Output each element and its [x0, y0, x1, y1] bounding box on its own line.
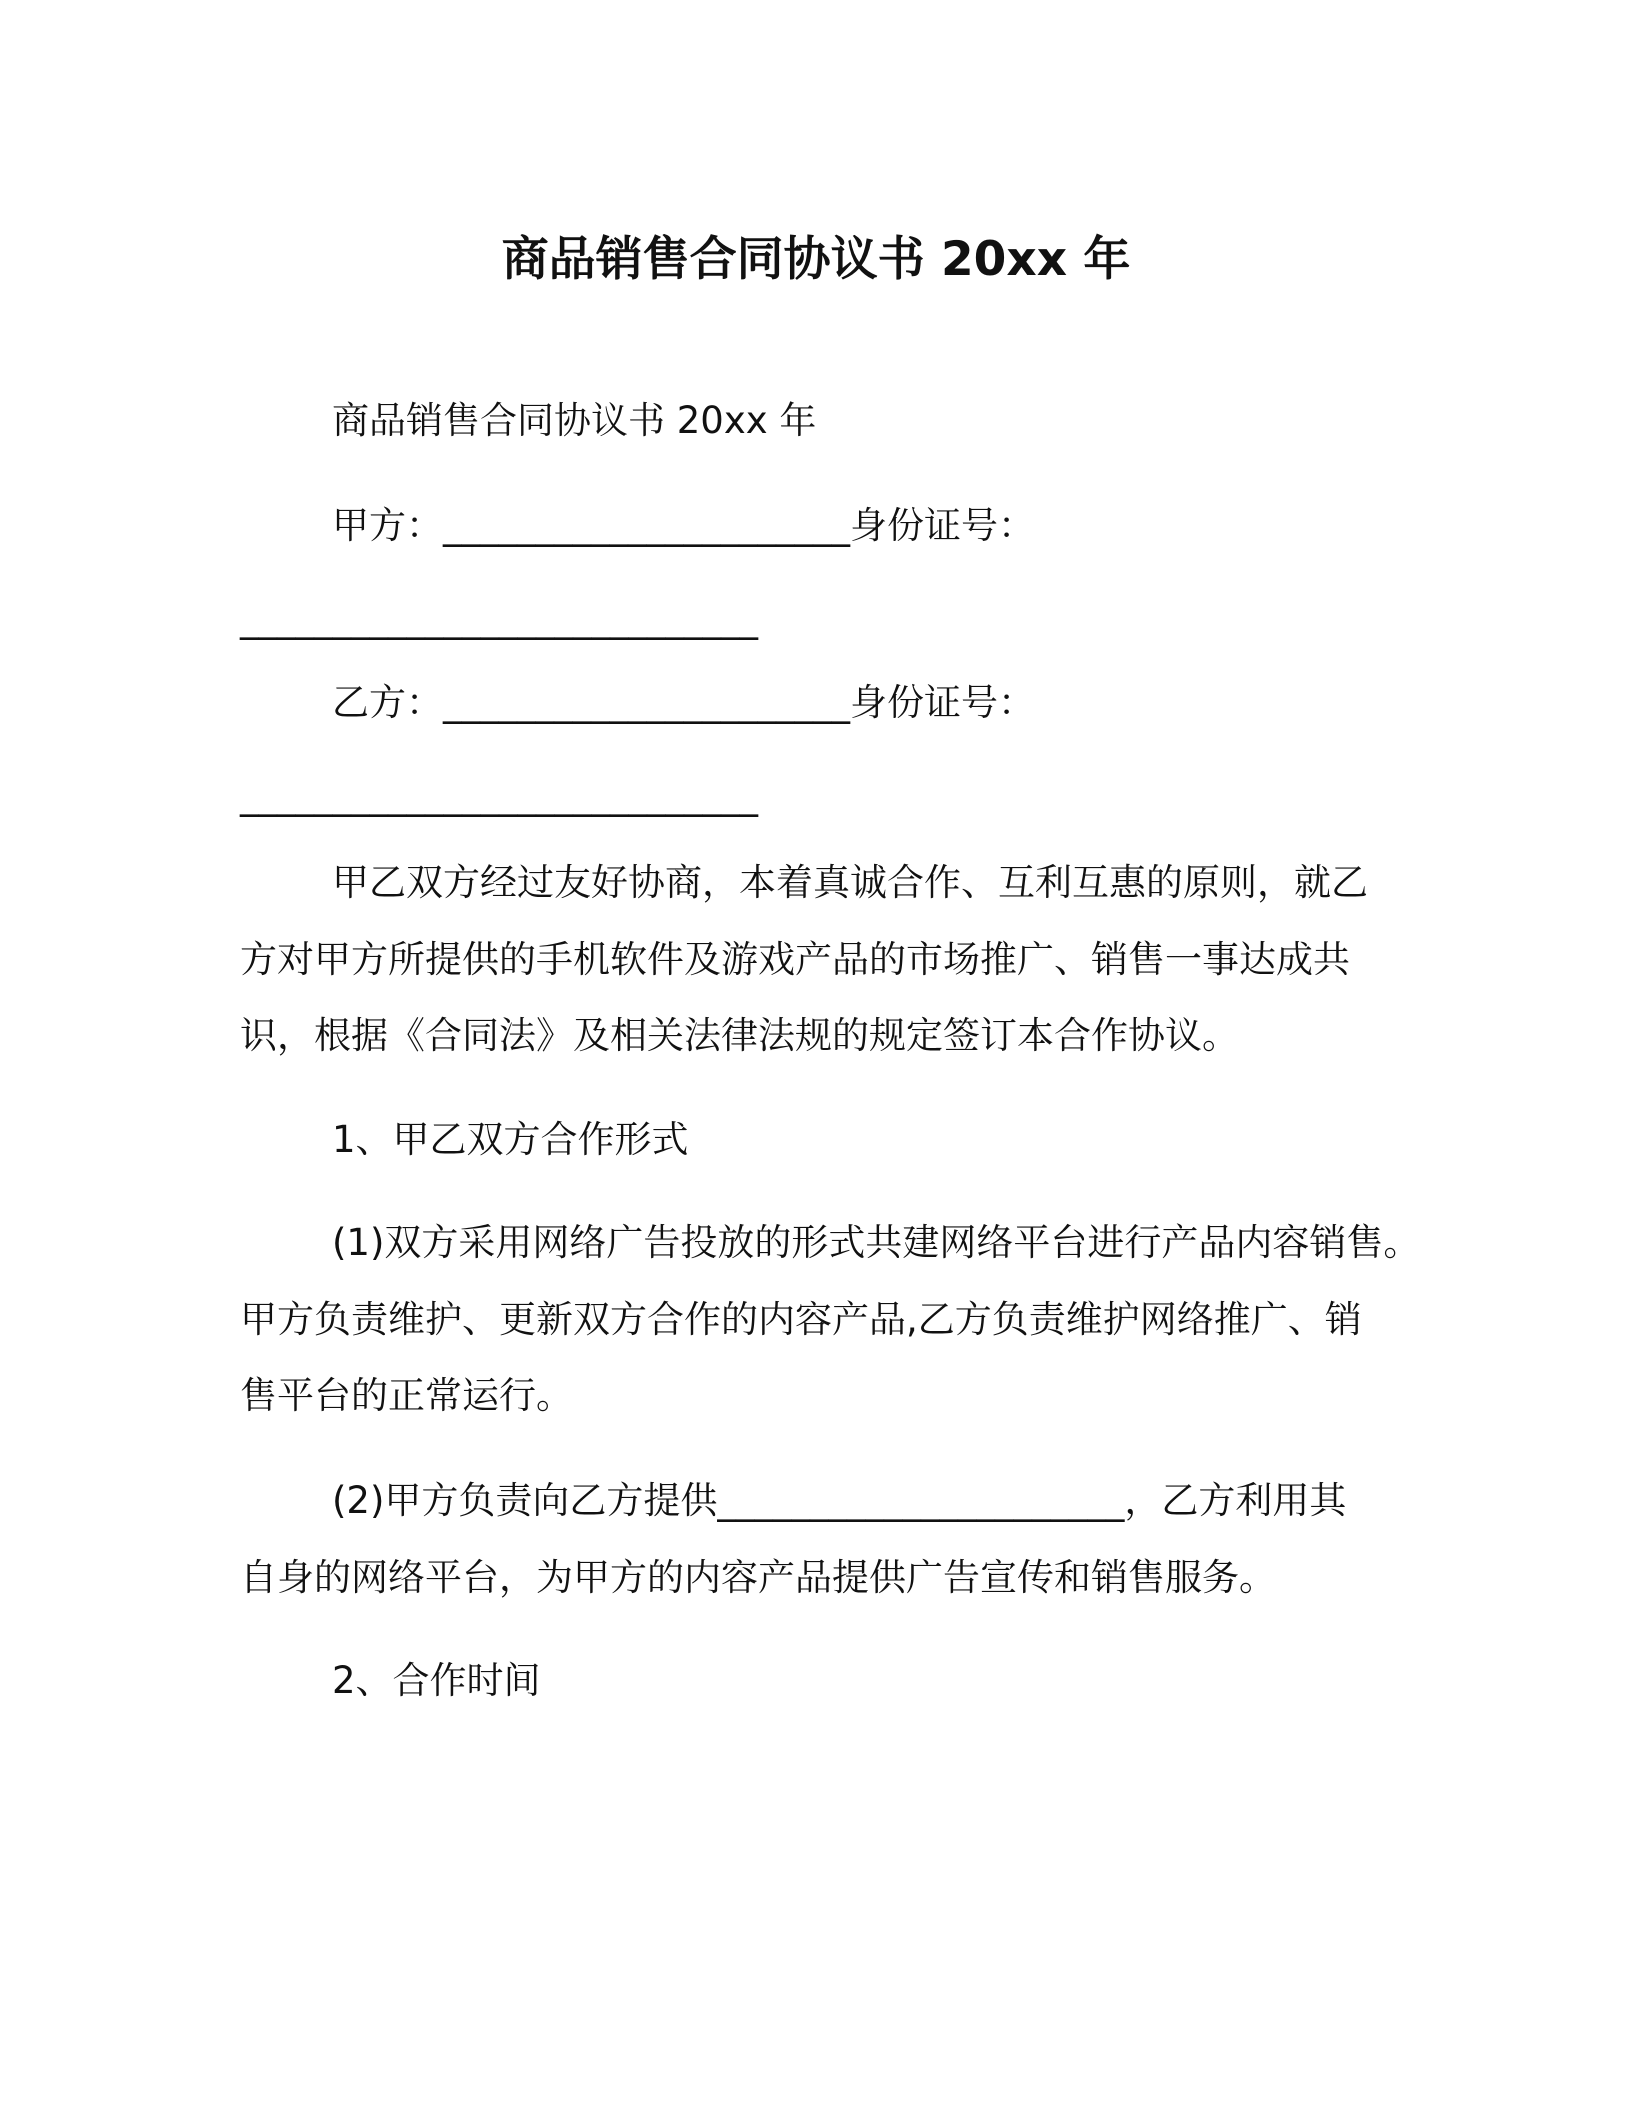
party-a-label: 甲方： [332, 504, 443, 547]
section-1-item-2-line-1 [332, 1478, 1346, 1524]
intro-line-1: 甲乙双方经过友好协商，本着真诚合作、互利互惠的原则，就乙 [332, 861, 1368, 904]
party-b-name-blank: ______________________ [443, 681, 850, 724]
section-1-heading: 1、甲乙双方合作形式 [332, 1118, 689, 1161]
item-2-blank: ______________________ [717, 1479, 1125, 1522]
party-a-id-label: 身份证号： [850, 504, 1035, 547]
party-a-line [332, 503, 1035, 549]
party-b-id-blank: ____________________________ [240, 774, 758, 817]
document-title: 商品销售合同协议书 20xx 年 [501, 232, 1131, 287]
item-2-suffix: ，乙方利用其 [1124, 1479, 1347, 1522]
party-b-label: 乙方： [332, 681, 443, 724]
party-a-id-blank: ____________________________ [240, 597, 758, 640]
section-1-item-1-line-1: (1)双方采用网络广告投放的形式共建网络平台进行产品内容销售。 [332, 1221, 1421, 1264]
party-b-line [332, 680, 1035, 726]
intro-line-2: 方对甲方所提供的手机软件及游戏产品的市场推广、销售一事达成共 [240, 938, 1350, 981]
party-a-name-blank: ______________________ [443, 504, 850, 547]
section-2-heading: 2、合作时间 [332, 1659, 541, 1702]
party-b-id-label: 身份证号： [850, 681, 1035, 724]
item-2-prefix: (2)甲方负责向乙方提供 [332, 1479, 718, 1522]
intro-line-3: 识，根据《合同法》及相关法律法规的规定签订本合作协议。 [240, 1014, 1239, 1057]
section-1-item-1-line-3: 售平台的正常运行。 [240, 1374, 573, 1417]
document-subtitle: 商品销售合同协议书 20xx 年 [332, 399, 817, 442]
section-1-item-1-line-2: 甲方负责维护、更新双方合作的内容产品,乙方负责维护网络推广、销 [240, 1298, 1362, 1341]
section-1-item-2-line-2: 自身的网络平台，为甲方的内容产品提供广告宣传和销售服务。 [240, 1556, 1276, 1599]
